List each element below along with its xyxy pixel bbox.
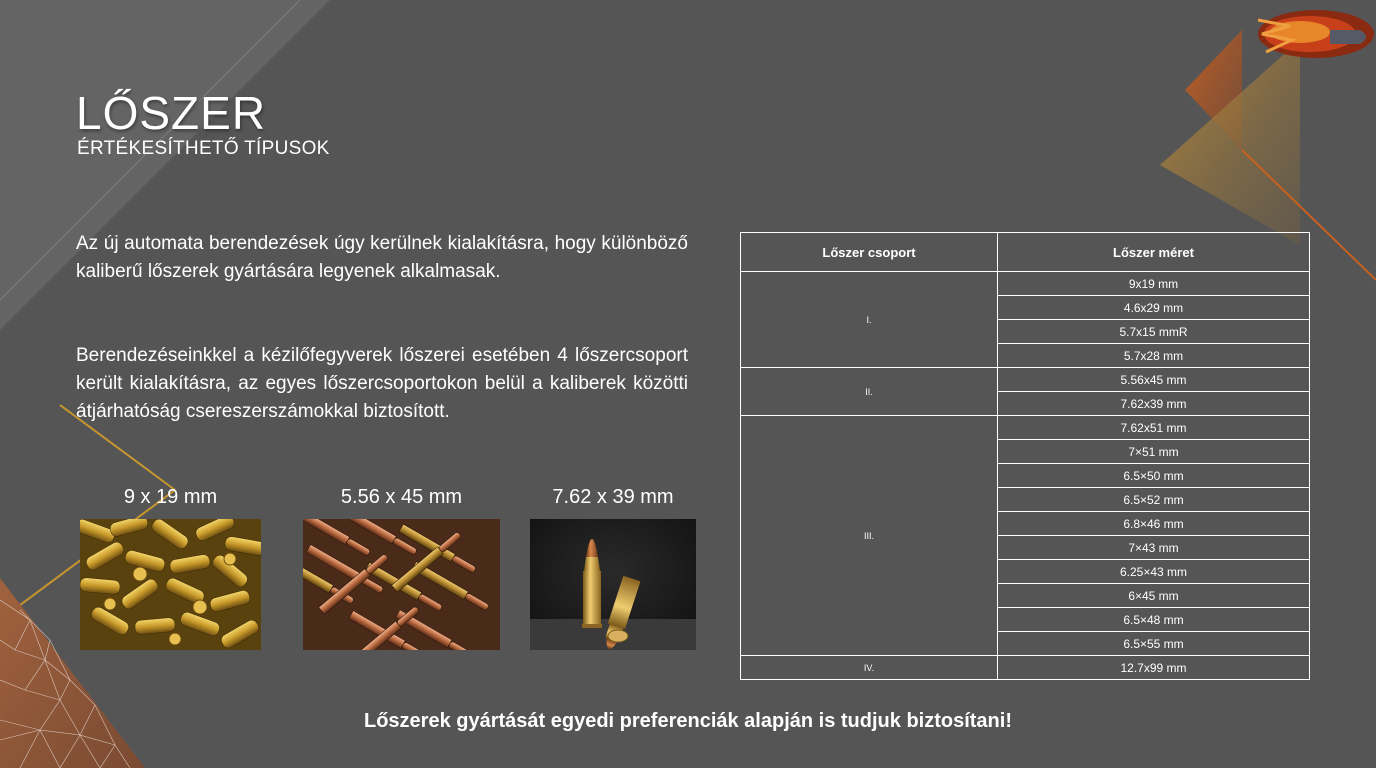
header-group: Lőszer csoport [741, 233, 998, 272]
size-cell: 12.7x99 mm [998, 656, 1310, 680]
size-cell: 6.5×48 mm [998, 608, 1310, 632]
size-cell: 4.6x29 mm [998, 296, 1310, 320]
size-cell: 5.7x15 mmR [998, 320, 1310, 344]
photo-556x45-cartridges [303, 519, 500, 650]
table-row [741, 656, 1310, 680]
caption-9x19: 9 x 19 mm [123, 486, 218, 508]
size-cell: 7.62x39 mm [998, 392, 1310, 416]
page-title: LŐSZER [76, 87, 267, 139]
table-row [741, 416, 1310, 440]
size-cell: 6.8×46 mm [998, 512, 1310, 536]
table-row [741, 368, 1310, 392]
group-cell: III. [741, 416, 998, 656]
group-cell: I. [741, 272, 998, 368]
caption-556x45: 5.56 x 45 mm [340, 486, 463, 508]
photo-9x19-cartridges [80, 519, 261, 650]
footer-text: Lőszerek gyártását egyedi preferenciák alapján is tudjuk biztosítani! [364, 710, 1012, 732]
size-cell: 6.5×55 mm [998, 632, 1310, 656]
table-header-row [741, 233, 1310, 272]
ammo-table-body [741, 272, 1310, 680]
ammo-table [740, 232, 1310, 680]
group-cell: IV. [741, 656, 998, 680]
size-cell: 7×51 mm [998, 440, 1310, 464]
size-cell: 7.62x51 mm [998, 416, 1310, 440]
photo-762x39-cartridges [530, 519, 696, 650]
size-cell: 6×45 mm [998, 584, 1310, 608]
intro-paragraph-2: Berendezéseinkkel a kézilőfegyverek lőszerei esetében 4 lőszercsoport került kialakításra, az egyes lőszercsoportokon belül a kaliberek közötti átjárhatóság csereszerszámokkal biztosított. [76, 345, 688, 422]
size-cell: 5.56x45 mm [998, 368, 1310, 392]
size-cell: 6.5×52 mm [998, 488, 1310, 512]
size-cell: 6.25×43 mm [998, 560, 1310, 584]
size-cell: 6.5×50 mm [998, 464, 1310, 488]
size-cell: 5.7x28 mm [998, 344, 1310, 368]
table-row [741, 272, 1310, 296]
page-subtitle: ÉRTÉKESÍTHETŐ TÍPUSOK [77, 138, 330, 159]
size-cell: 7×43 mm [998, 536, 1310, 560]
intro-paragraph-1: Az új automata berendezések úgy kerülnek kialakításra, hogy különböző kaliberű lőszerek gyártására legyenek alkalmasak. [76, 233, 688, 282]
caption-762x39: 7.62 x 39 mm [552, 486, 674, 508]
group-cell: II. [741, 368, 998, 416]
logo-bullet-flame [1258, 10, 1374, 58]
header-size: Lőszer méret [998, 233, 1310, 272]
size-cell: 9x19 mm [998, 272, 1310, 296]
